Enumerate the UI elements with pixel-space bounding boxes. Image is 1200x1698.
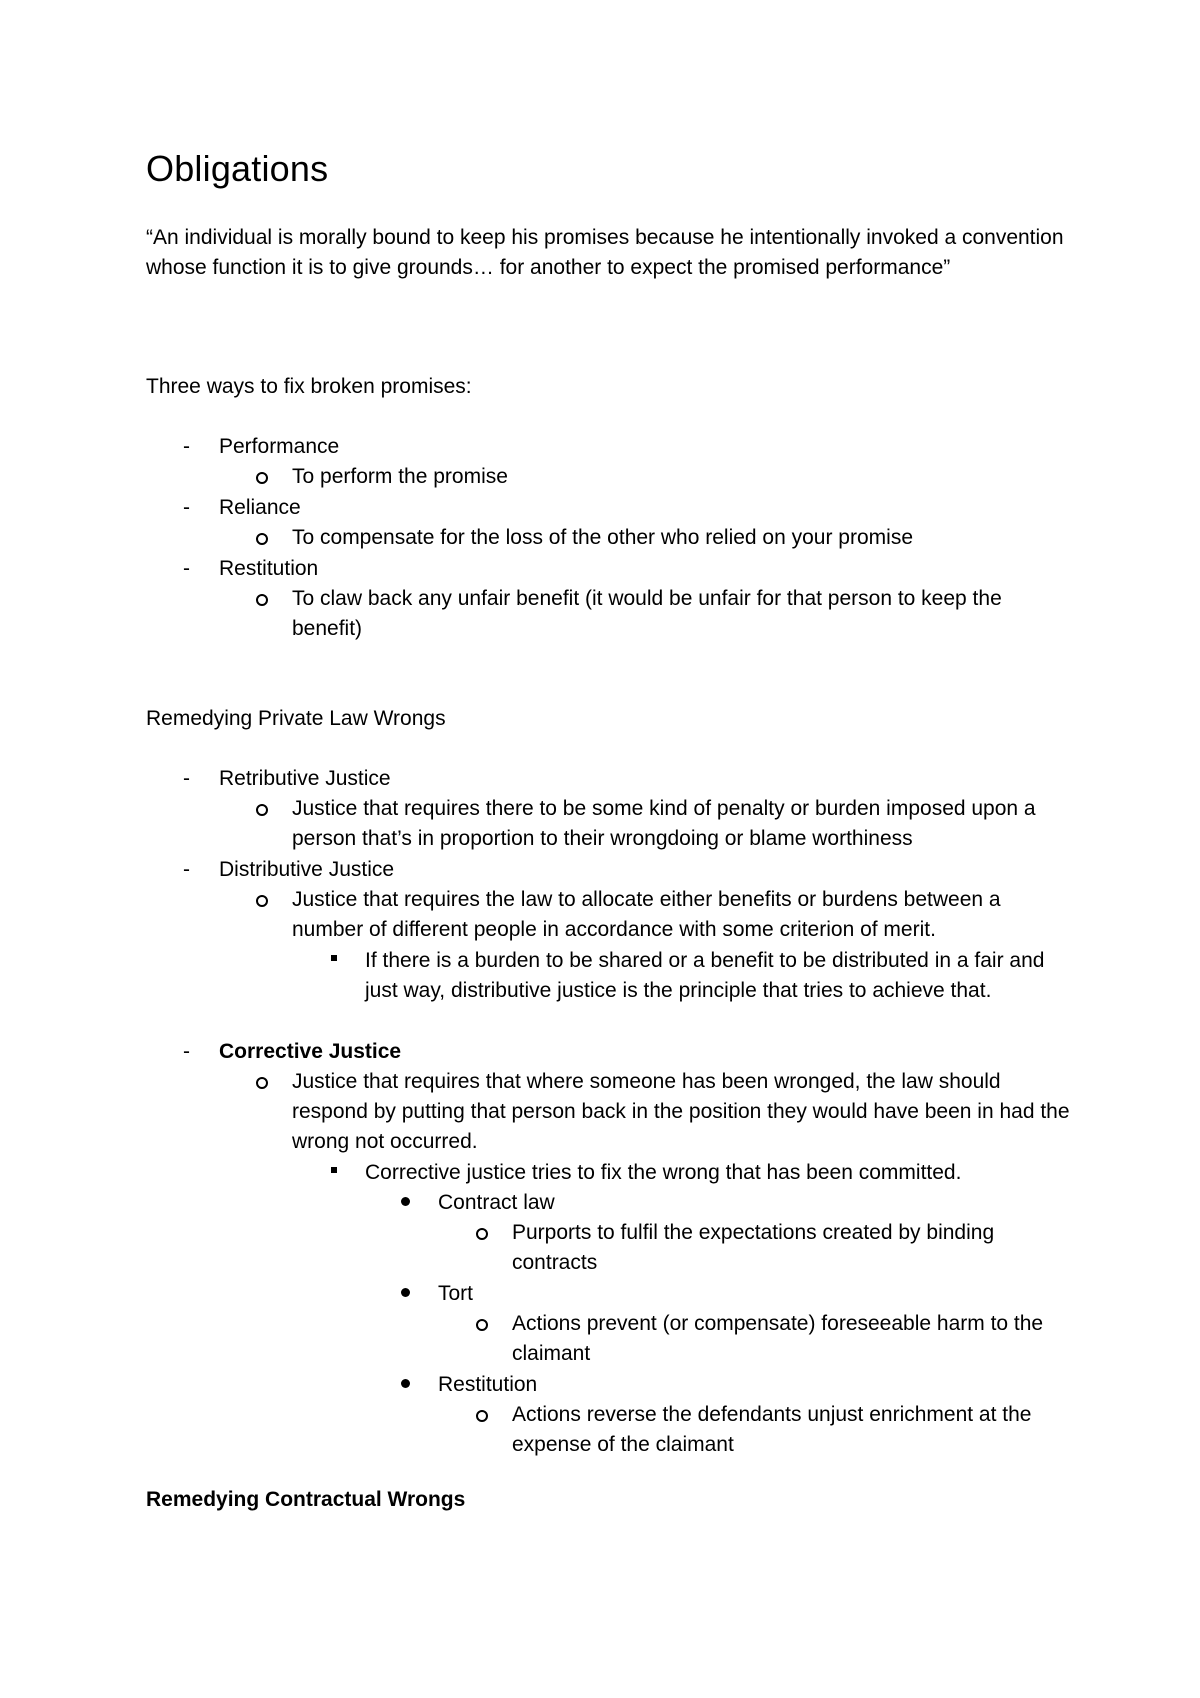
dash-bullet: -	[183, 496, 190, 519]
circle-bullet-icon	[256, 472, 268, 484]
list-area-tort: Tort	[438, 1282, 474, 1305]
list-area-desc: Purports to fulfil the expectations created by binding contracts	[512, 1221, 995, 1274]
square-bullet-icon	[331, 1167, 337, 1173]
section-heading-contractual: Remedying Contractual Wrongs	[146, 1488, 466, 1511]
circle-bullet-icon	[476, 1410, 488, 1422]
dot-bullet-icon	[401, 1288, 410, 1297]
list-item-corrective: Corrective Justice	[219, 1040, 402, 1063]
dash-bullet: -	[183, 435, 190, 458]
list-subitem: To claw back any unfair benefit (it would be unfair for that person to keep the benefit)	[292, 587, 1002, 640]
dash-bullet: -	[183, 767, 190, 790]
dash-bullet: -	[183, 557, 190, 580]
circle-bullet-icon	[476, 1228, 488, 1240]
list-area-desc: Actions prevent (or compensate) foreseeable harm to the claimant	[512, 1312, 1044, 1365]
section-heading-private-law: Remedying Private Law Wrongs	[146, 707, 446, 730]
circle-bullet-icon	[476, 1319, 488, 1331]
list-subsubitem: Corrective justice tries to fix the wrong that has been committed.	[365, 1161, 962, 1184]
list-area-contract-law: Contract law	[438, 1191, 555, 1214]
list-subitem: Justice that requires the law to allocate either benefits or burdens between a number of different people in accordance with some criterion of merit.	[292, 888, 1001, 941]
circle-bullet-icon	[256, 1077, 268, 1089]
circle-bullet-icon	[256, 594, 268, 606]
circle-bullet-icon	[256, 804, 268, 816]
square-bullet-icon	[331, 955, 337, 961]
dot-bullet-icon	[401, 1379, 410, 1388]
circle-bullet-icon	[256, 895, 268, 907]
quote-paragraph: “An individual is morally bound to keep his promises because he intentionally invoked a convention whose function it is to give grounds… for another to expect the promised performance”	[146, 226, 1064, 279]
list-subitem: Justice that requires that where someone has been wronged, the law should respond by putting that person back in the position they would have been in had the wrong not occurred.	[292, 1070, 1070, 1153]
circle-bullet-icon	[256, 533, 268, 545]
list-item-reliance: Reliance	[219, 496, 301, 519]
dash-bullet: -	[183, 858, 190, 881]
list-subitem: Justice that requires there to be some kind of penalty or burden imposed upon a person that’s in proportion to their wrongdoing or blame worthiness	[292, 797, 1036, 850]
list-subitem: To compensate for the loss of the other who relied on your promise	[292, 526, 913, 549]
list-area-restitution: Restitution	[438, 1373, 538, 1396]
section-heading-broken-promises: Three ways to fix broken promises:	[146, 375, 472, 398]
list-subsubitem: If there is a burden to be shared or a benefit to be distributed in a fair and just way, distributive justice is the principle that tries to achieve that.	[365, 949, 1045, 1002]
list-item-performance: Performance	[219, 435, 340, 458]
dot-bullet-icon	[401, 1197, 410, 1206]
list-item-restitution: Restitution	[219, 557, 319, 580]
page-title: Obligations	[146, 148, 329, 189]
list-subitem: To perform the promise	[292, 465, 508, 488]
list-area-desc: Actions reverse the defendants unjust enrichment at the expense of the claimant	[512, 1403, 1032, 1456]
list-item-retributive: Retributive Justice	[219, 767, 391, 790]
list-item-distributive: Distributive Justice	[219, 858, 395, 881]
dash-bullet: -	[183, 1040, 190, 1063]
